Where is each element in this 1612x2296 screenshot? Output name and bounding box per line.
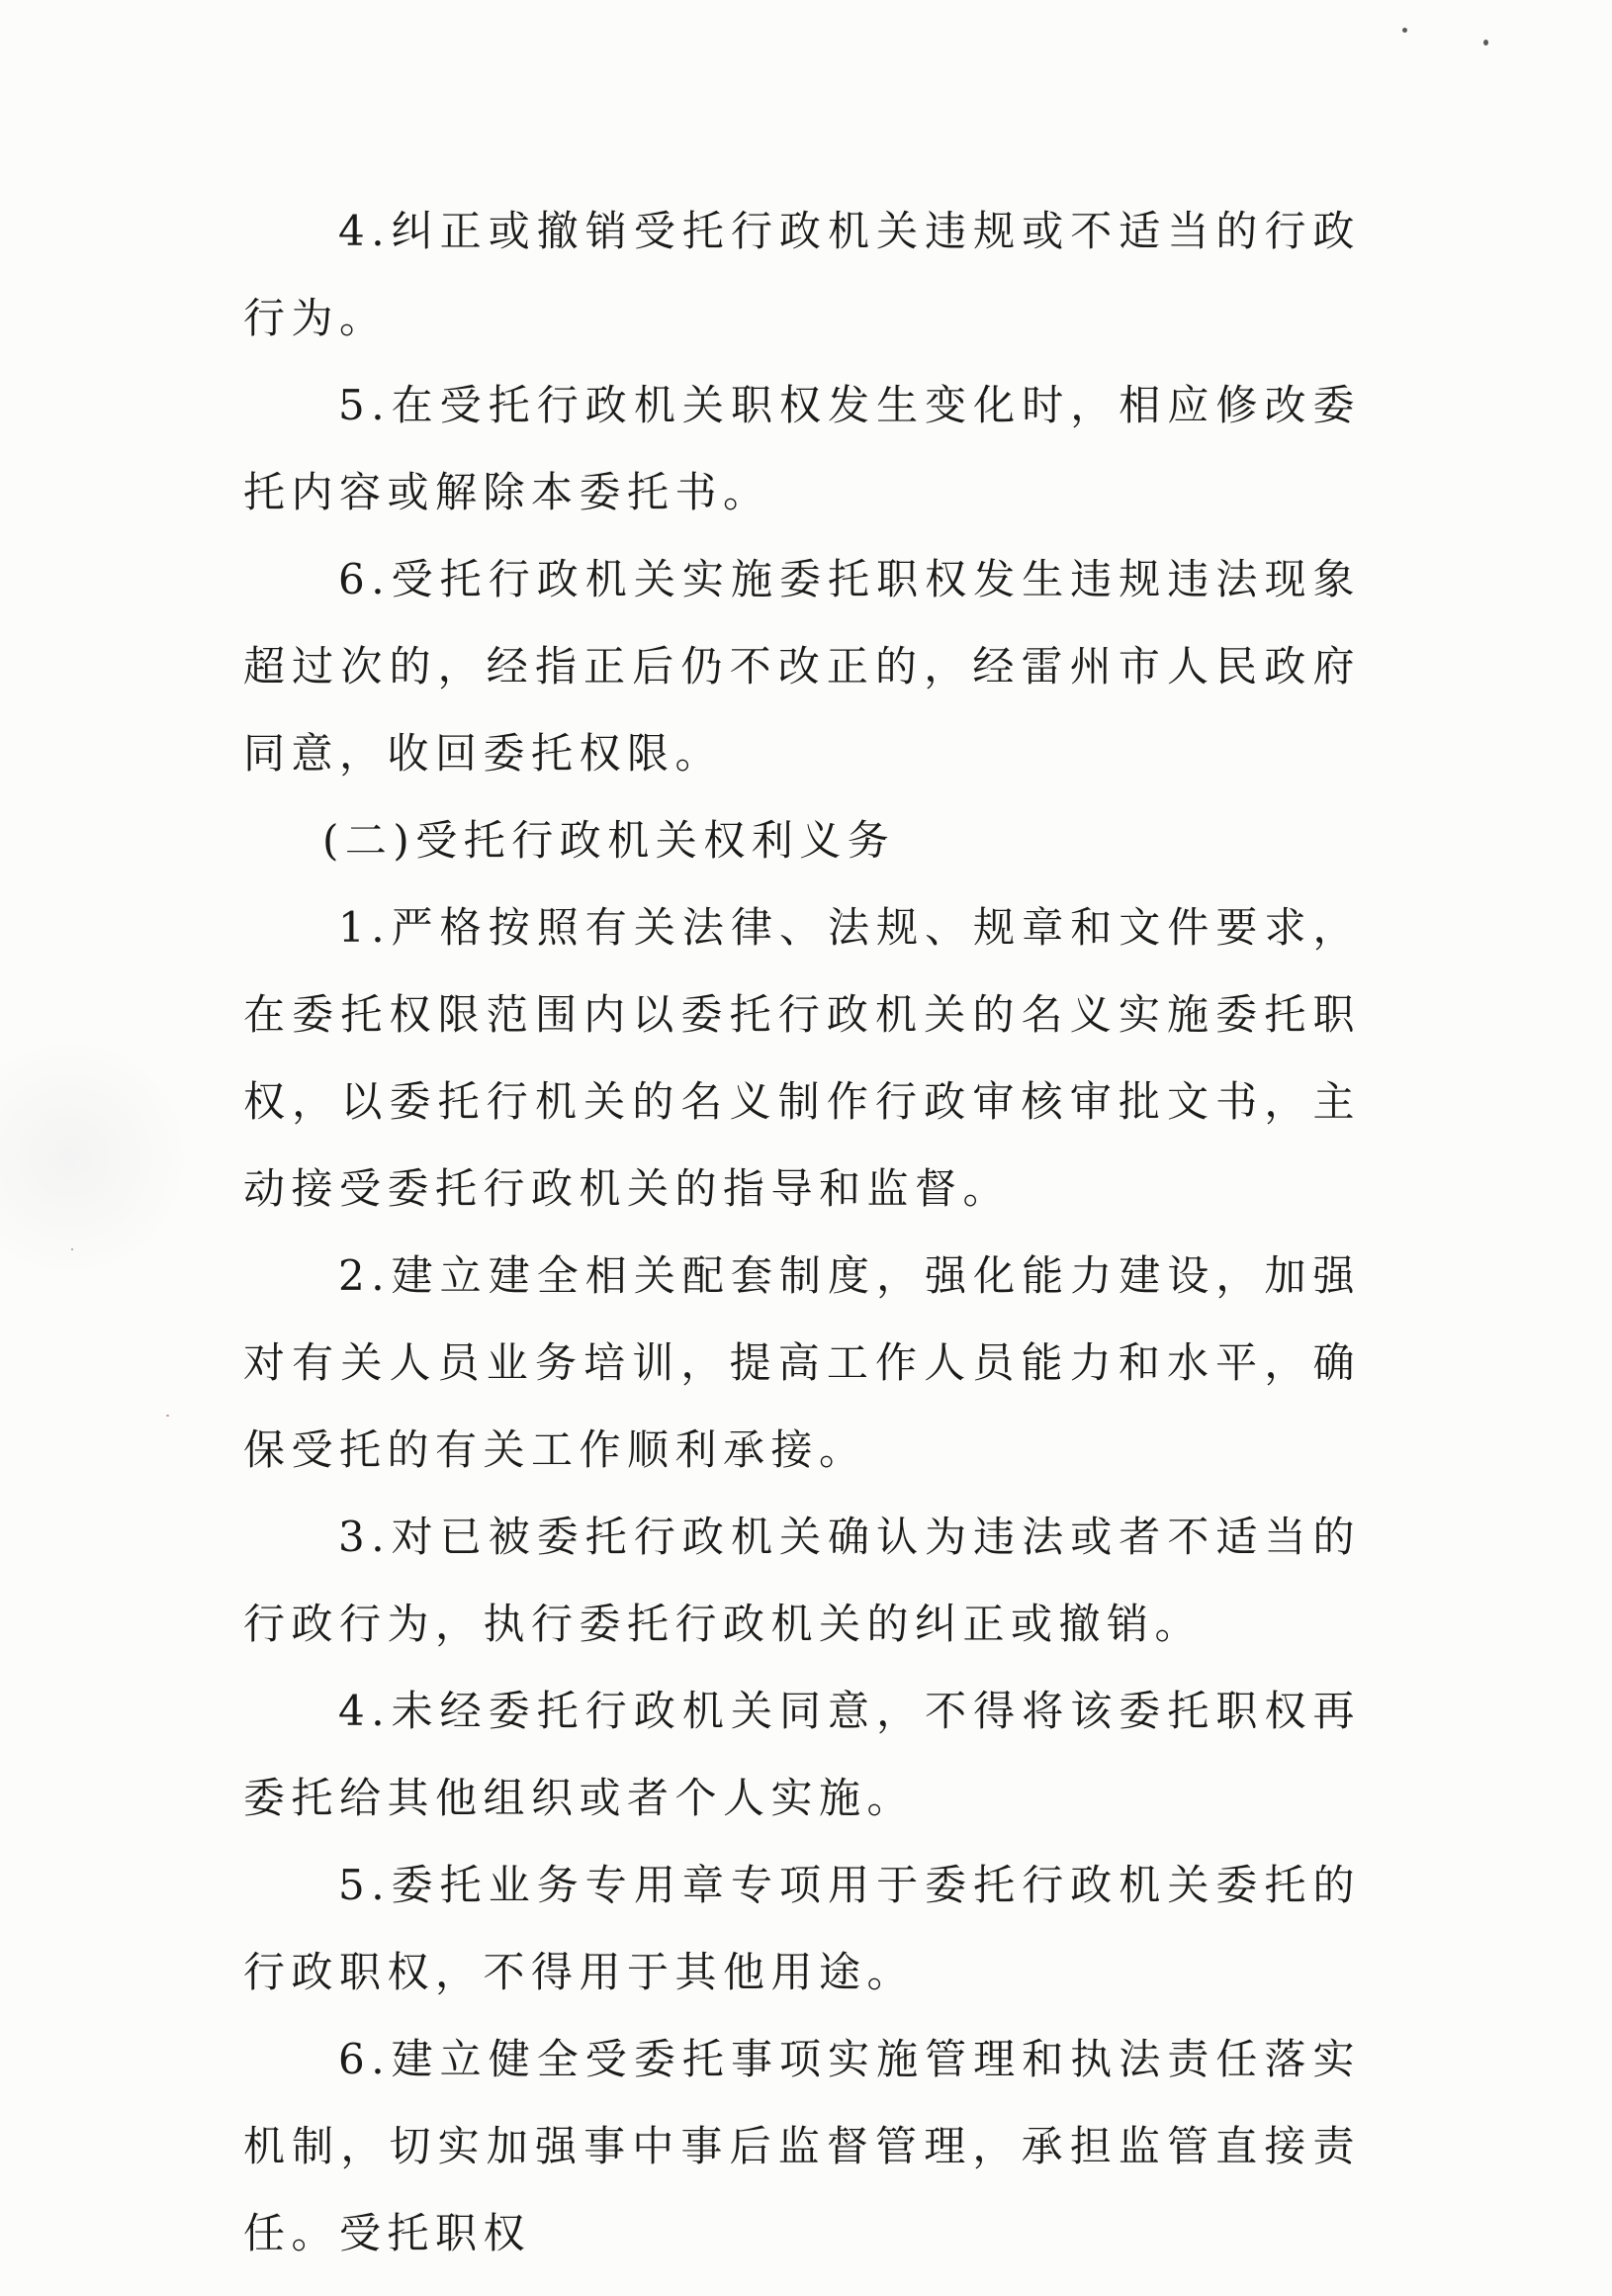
scan-speck xyxy=(166,1415,169,1417)
paragraph-item-6: 6.受托行政机关实施委托职权发生违规违法现象超过次的，经指正后仍不改正的，经雷州市人民政府同意，收回委托权限。 xyxy=(243,555,1361,778)
document-body xyxy=(243,188,1361,2277)
paragraph-duty-6: 6.建立健全受委托事项实施管理和执法责任落实机制，切实加强事中事后监督管理，承担监管直接责任。受托职权 xyxy=(243,2035,1361,2257)
paragraph-duty-5: 5.委托业务专用章专项用于委托行政机关委托的行政职权，不得用于其他用途。 xyxy=(243,1861,1361,1996)
scan-speck xyxy=(1402,28,1407,33)
paragraph-duty-4: 4.未经委托行政机关同意，不得将该委托职权再委托给其他组织或者个人实施。 xyxy=(243,1687,1361,1822)
section-heading: (二)受托行政机关权利义务 xyxy=(322,816,896,865)
scan-speck xyxy=(1483,40,1488,46)
paragraph-item-5: 5.在受托行政机关职权发生变化时，相应修改委托内容或解除本委托书。 xyxy=(243,381,1361,516)
paragraph-duty-3: 3.对已被委托行政机关确认为违法或者不适当的行政行为，执行委托行政机关的纠正或撤销。 xyxy=(243,1513,1361,1648)
faint-stamp-shadow xyxy=(0,1039,198,1276)
scan-speck xyxy=(71,1248,73,1250)
paragraph-duty-1: 1.严格按照有关法律、法规、规章和文件要求，在委托权限范围内以委托行政机关的名义实施委托职权，以委托行机关的名义制作行政审核审批文书，主动接受委托行政机关的指导和监督。 xyxy=(243,903,1361,1213)
paragraph-duty-2: 2.建立建全相关配套制度，强化能力建设，加强对有关人员业务培训，提高工作人员能力和水平，确保受托的有关工作顺利承接。 xyxy=(243,1251,1361,1474)
paragraph-item-4: 4.纠正或撤销受托行政机关违规或不适当的行政行为。 xyxy=(243,207,1361,342)
